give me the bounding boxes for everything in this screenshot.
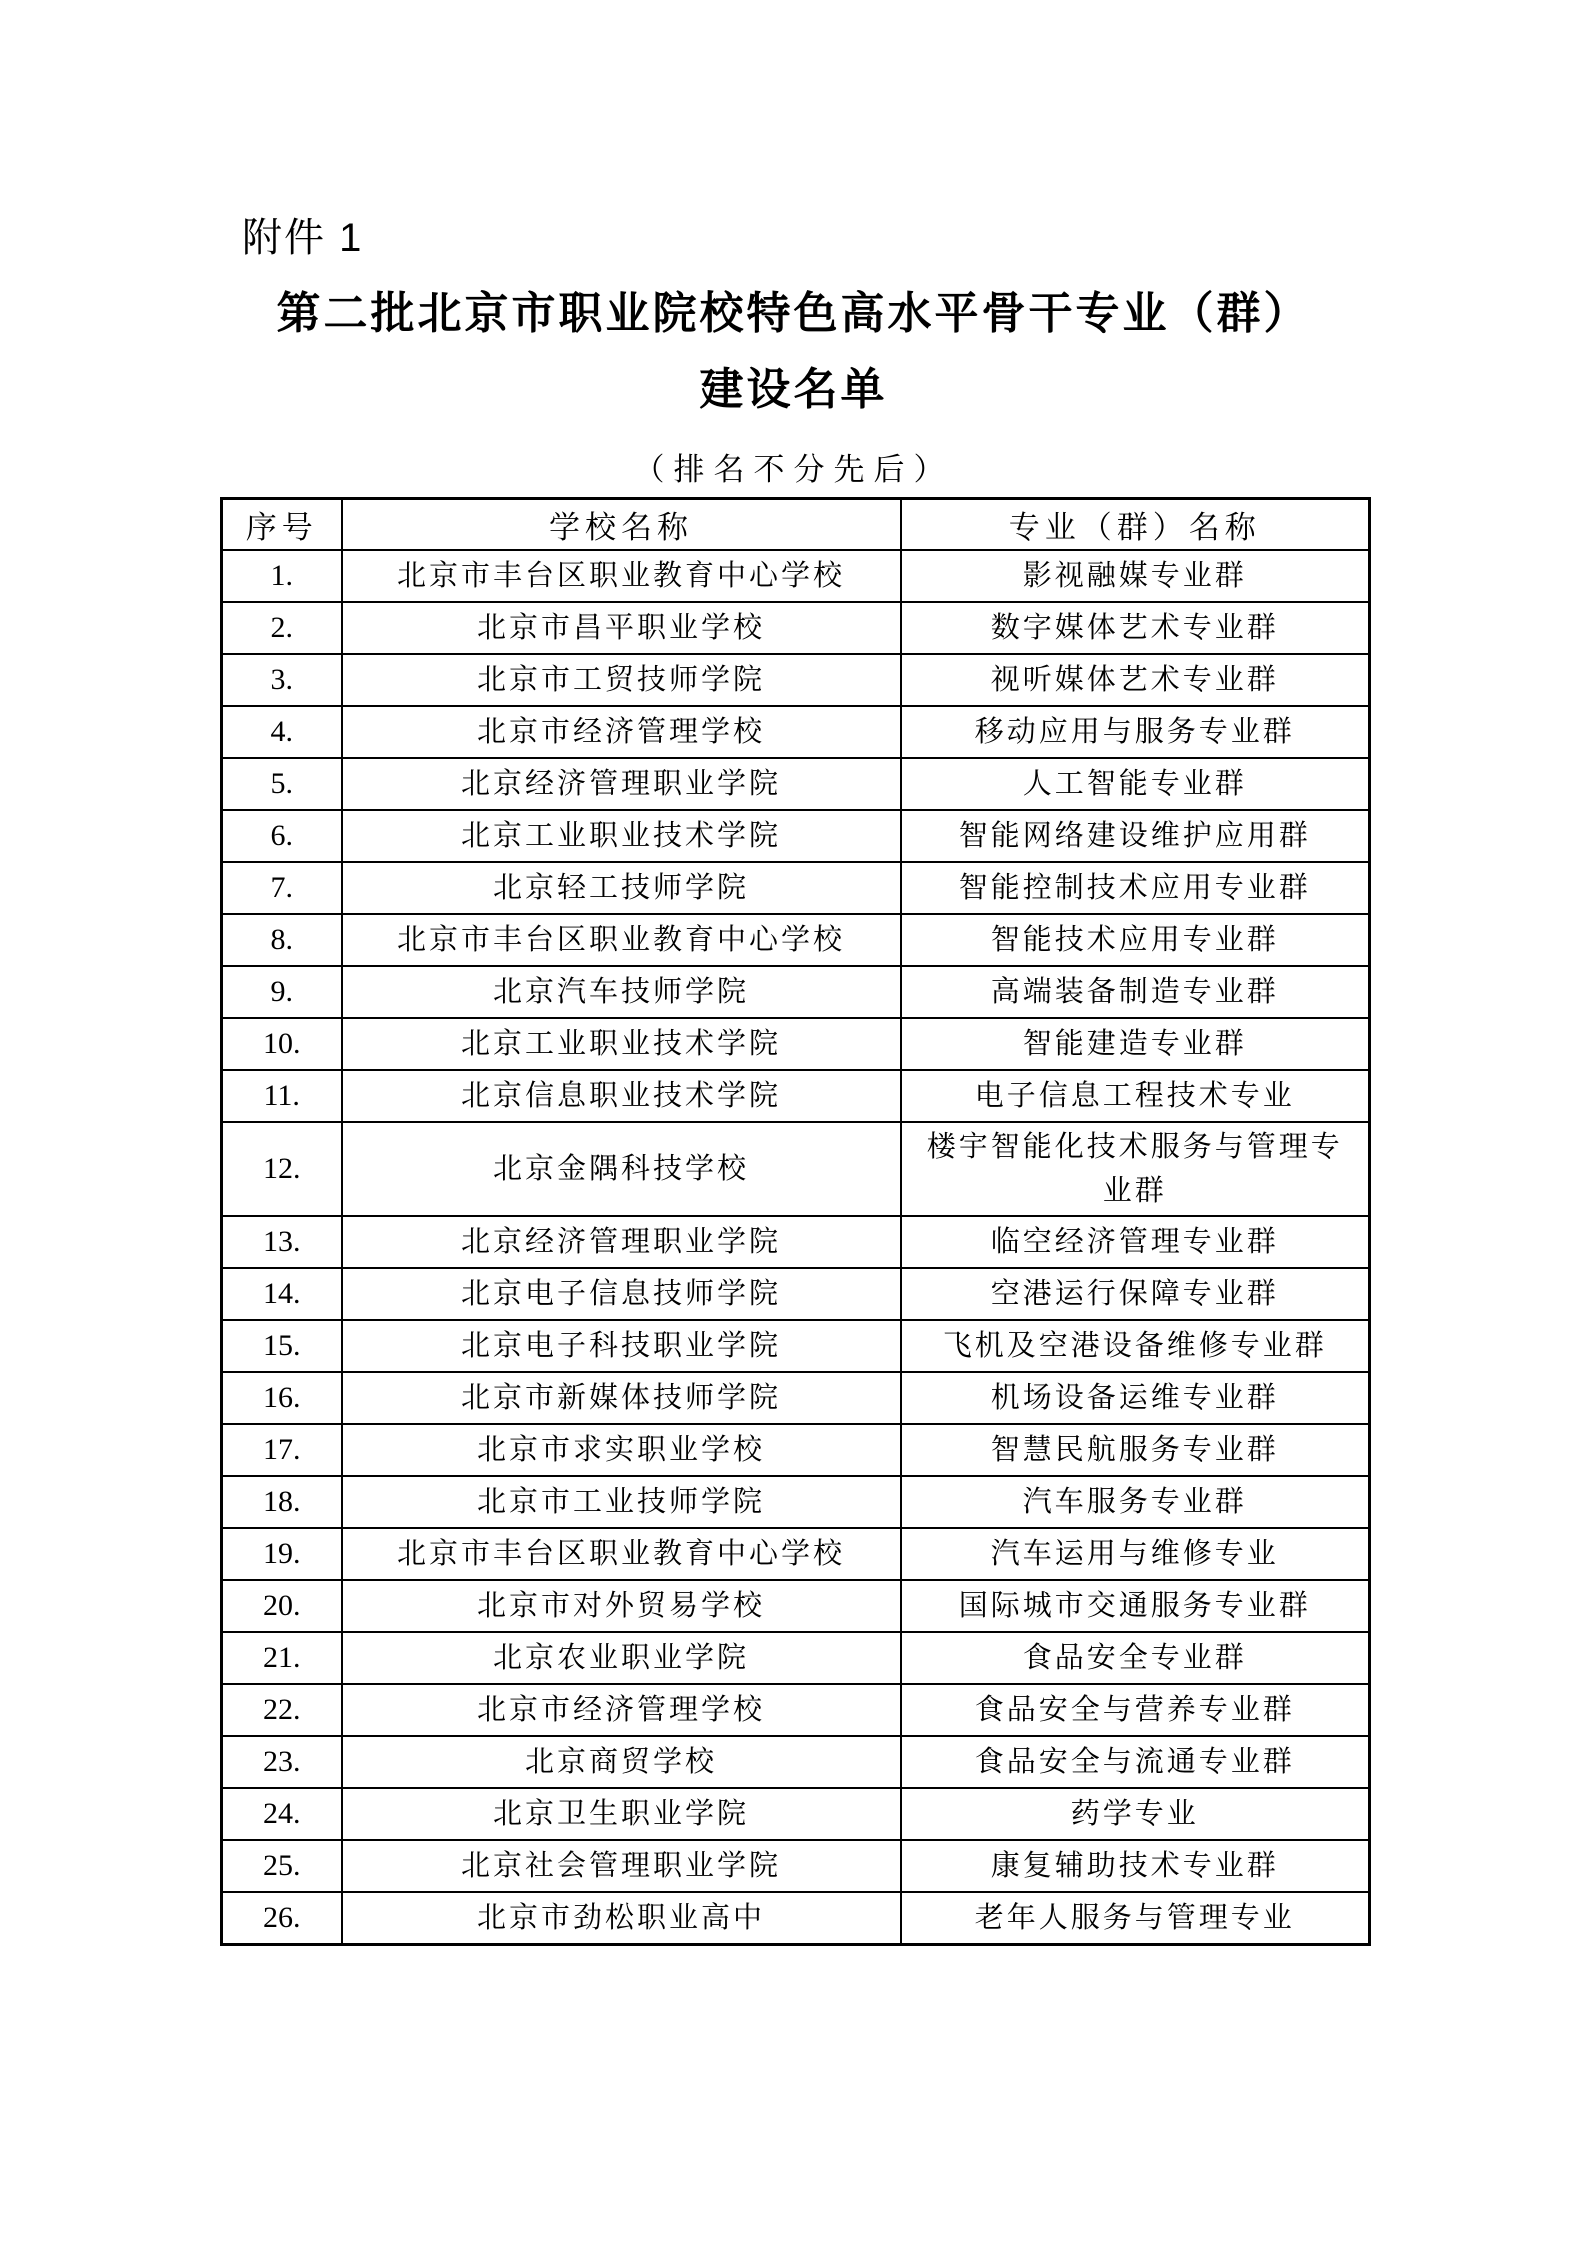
row-number-cell: 8. xyxy=(222,914,342,966)
table-row xyxy=(222,1268,1370,1320)
row-number-cell: 9. xyxy=(222,966,342,1018)
major-name-cell: 人工智能专业群 xyxy=(901,758,1370,810)
header-cell-school: 学校名称 xyxy=(342,499,901,551)
school-name-cell: 北京市经济管理学校 xyxy=(342,706,901,758)
row-number-cell: 14. xyxy=(222,1268,342,1320)
school-name-cell: 北京市新媒体技师学院 xyxy=(342,1372,901,1424)
table-row xyxy=(222,1122,1370,1216)
table-row xyxy=(222,1320,1370,1372)
school-name-cell: 北京市丰台区职业教育中心学校 xyxy=(342,914,901,966)
table-row xyxy=(222,966,1370,1018)
major-name-cell: 移动应用与服务专业群 xyxy=(901,706,1370,758)
table-row xyxy=(222,1070,1370,1122)
school-name-cell: 北京商贸学校 xyxy=(342,1736,901,1788)
row-number-cell: 2. xyxy=(222,602,342,654)
school-name-cell: 北京市工业技师学院 xyxy=(342,1476,901,1528)
row-number-cell: 4. xyxy=(222,706,342,758)
major-name-cell: 智慧民航服务专业群 xyxy=(901,1424,1370,1476)
major-name-cell: 机场设备运维专业群 xyxy=(901,1372,1370,1424)
major-name-cell: 视听媒体艺术专业群 xyxy=(901,654,1370,706)
major-name-cell: 影视融媒专业群 xyxy=(901,550,1370,602)
table-row xyxy=(222,1216,1370,1268)
row-number-cell: 18. xyxy=(222,1476,342,1528)
row-number-cell: 17. xyxy=(222,1424,342,1476)
major-name-cell: 楼宇智能化技术服务与管理专业群 xyxy=(901,1122,1370,1216)
row-number-cell: 16. xyxy=(222,1372,342,1424)
major-name-cell: 数字媒体艺术专业群 xyxy=(901,602,1370,654)
table-row xyxy=(222,1892,1370,1944)
row-number-cell: 10. xyxy=(222,1018,342,1070)
school-name-cell: 北京信息职业技术学院 xyxy=(342,1070,901,1122)
major-name-cell: 电子信息工程技术专业 xyxy=(901,1070,1370,1122)
row-number-cell: 1. xyxy=(222,550,342,602)
table-row xyxy=(222,1372,1370,1424)
school-name-cell: 北京市昌平职业学校 xyxy=(342,602,901,654)
row-number-cell: 6. xyxy=(222,810,342,862)
major-name-cell: 智能控制技术应用专业群 xyxy=(901,862,1370,914)
row-number-cell: 13. xyxy=(222,1216,342,1268)
school-name-cell: 北京社会管理职业学院 xyxy=(342,1840,901,1892)
table-header-row xyxy=(222,499,1370,551)
school-name-cell: 北京市对外贸易学校 xyxy=(342,1580,901,1632)
table-row xyxy=(222,810,1370,862)
major-name-cell: 食品安全专业群 xyxy=(901,1632,1370,1684)
row-number-cell: 3. xyxy=(222,654,342,706)
document-title-line-1: 第二批北京市职业院校特色高水平骨干专业（群） xyxy=(276,289,1311,338)
major-name-cell: 临空经济管理专业群 xyxy=(901,1216,1370,1268)
major-name-cell: 老年人服务与管理专业 xyxy=(901,1892,1370,1944)
document-subtitle: （排名不分先后） xyxy=(633,452,954,487)
school-name-cell: 北京市求实职业学校 xyxy=(342,1424,901,1476)
major-name-cell: 药学专业 xyxy=(901,1788,1370,1840)
document-title xyxy=(0,276,1587,428)
school-name-cell: 北京电子信息技师学院 xyxy=(342,1268,901,1320)
major-name-cell: 空港运行保障专业群 xyxy=(901,1268,1370,1320)
school-name-cell: 北京金隅科技学校 xyxy=(342,1122,901,1216)
row-number-cell: 23. xyxy=(222,1736,342,1788)
schools-table xyxy=(220,497,1371,1946)
school-name-cell: 北京工业职业技术学院 xyxy=(342,810,901,862)
school-name-cell: 北京市劲松职业高中 xyxy=(342,1892,901,1944)
table-row xyxy=(222,550,1370,602)
table-row xyxy=(222,1632,1370,1684)
table-row xyxy=(222,1684,1370,1736)
document-title-line-2: 建设名单 xyxy=(699,365,888,414)
row-number-cell: 11. xyxy=(222,1070,342,1122)
row-number-cell: 19. xyxy=(222,1528,342,1580)
table-row xyxy=(222,654,1370,706)
school-name-cell: 北京市丰台区职业教育中心学校 xyxy=(342,550,901,602)
major-name-cell: 汽车运用与维修专业 xyxy=(901,1528,1370,1580)
school-name-cell: 北京经济管理职业学院 xyxy=(342,758,901,810)
table-row xyxy=(222,1476,1370,1528)
table-row xyxy=(222,1424,1370,1476)
major-name-cell: 智能建造专业群 xyxy=(901,1018,1370,1070)
table-row xyxy=(222,862,1370,914)
major-name-cell: 食品安全与流通专业群 xyxy=(901,1736,1370,1788)
row-number-cell: 26. xyxy=(222,1892,342,1944)
table-row xyxy=(222,1840,1370,1892)
table-row xyxy=(222,1580,1370,1632)
row-number-cell: 7. xyxy=(222,862,342,914)
table-row xyxy=(222,706,1370,758)
school-name-cell: 北京卫生职业学院 xyxy=(342,1788,901,1840)
school-name-cell: 北京工业职业技术学院 xyxy=(342,1018,901,1070)
major-name-cell: 飞机及空港设备维修专业群 xyxy=(901,1320,1370,1372)
row-number-cell: 21. xyxy=(222,1632,342,1684)
row-number-cell: 22. xyxy=(222,1684,342,1736)
school-name-cell: 北京电子科技职业学院 xyxy=(342,1320,901,1372)
row-number-cell: 15. xyxy=(222,1320,342,1372)
major-name-cell: 国际城市交通服务专业群 xyxy=(901,1580,1370,1632)
major-name-cell: 康复辅助技术专业群 xyxy=(901,1840,1370,1892)
header-cell-major: 专业（群）名称 xyxy=(901,499,1370,551)
table-row xyxy=(222,914,1370,966)
row-number-cell: 25. xyxy=(222,1840,342,1892)
school-name-cell: 北京轻工技师学院 xyxy=(342,862,901,914)
table-row xyxy=(222,758,1370,810)
table-row xyxy=(222,1528,1370,1580)
school-name-cell: 北京市工贸技师学院 xyxy=(342,654,901,706)
major-name-cell: 智能网络建设维护应用群 xyxy=(901,810,1370,862)
school-name-cell: 北京经济管理职业学院 xyxy=(342,1216,901,1268)
table-row xyxy=(222,1018,1370,1070)
major-name-cell: 高端装备制造专业群 xyxy=(901,966,1370,1018)
school-name-cell: 北京汽车技师学院 xyxy=(342,966,901,1018)
table-row xyxy=(222,1788,1370,1840)
school-name-cell: 北京农业职业学院 xyxy=(342,1632,901,1684)
table-row xyxy=(222,1736,1370,1788)
attachment-label: 附件 1 xyxy=(242,216,364,260)
school-name-cell: 北京市丰台区职业教育中心学校 xyxy=(342,1528,901,1580)
major-name-cell: 汽车服务专业群 xyxy=(901,1476,1370,1528)
row-number-cell: 24. xyxy=(222,1788,342,1840)
row-number-cell: 20. xyxy=(222,1580,342,1632)
major-name-cell: 智能技术应用专业群 xyxy=(901,914,1370,966)
school-name-cell: 北京市经济管理学校 xyxy=(342,1684,901,1736)
row-number-cell: 12. xyxy=(222,1122,342,1216)
major-name-cell: 食品安全与营养专业群 xyxy=(901,1684,1370,1736)
row-number-cell: 5. xyxy=(222,758,342,810)
header-cell-number: 序号 xyxy=(222,499,342,551)
table-row xyxy=(222,602,1370,654)
